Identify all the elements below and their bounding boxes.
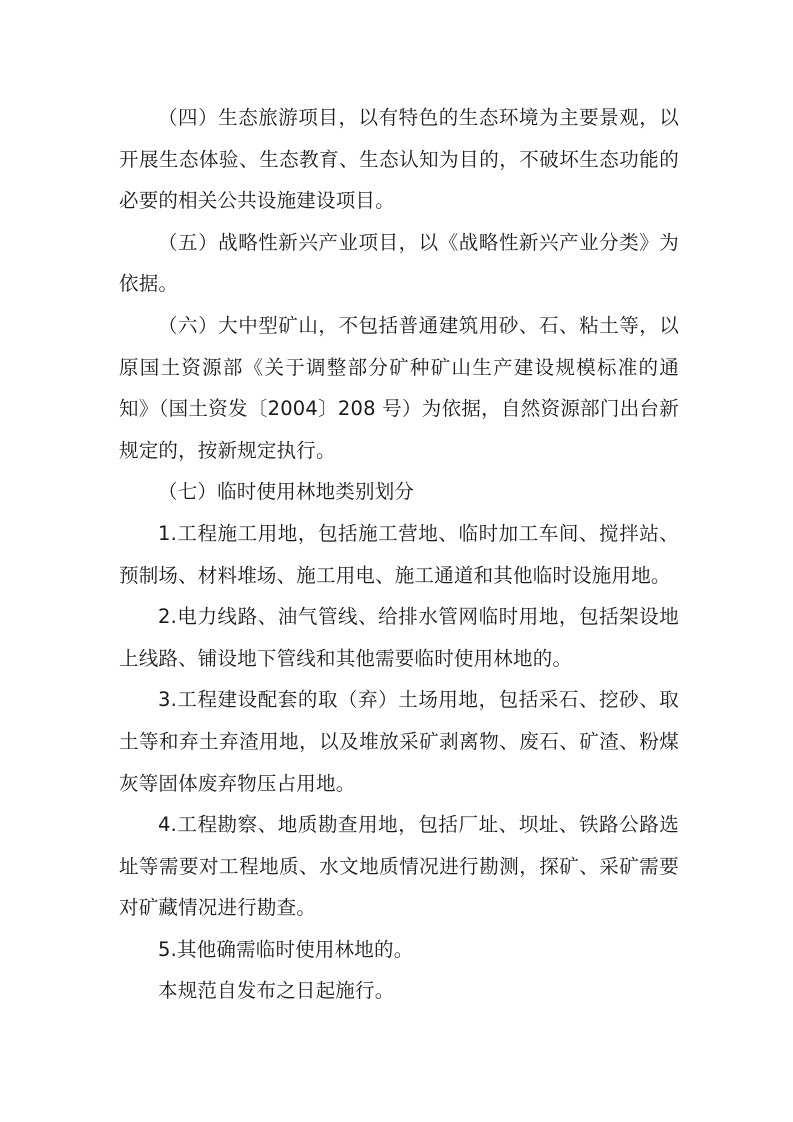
paragraph-mining: （六）大中型矿山，不包括普通建筑用砂、石、粘土等，以原国土资源部《关于调整部分矿种矿山生产建设规模标准的通知》（国土资发〔2004〕208 号）为依据，自然资源部门出台新规定的，按新规定执行。 (119, 313, 679, 462)
paragraph-temporary-use-heading: （七）临时使用林地类别划分 (158, 480, 415, 504)
paragraph-item-4: 4.工程勘察、地质勘查用地，包括厂址、坝址、铁路公路选址等需要对工程地质、水文地质情况进行勘测，探矿、采矿需要对矿藏情况进行勘查。 (119, 813, 679, 920)
paragraph-item-2: 2.电力线路、油气管线、给排水管网临时用地，包括架设地上线路、铺设地下管线和其他需要临时使用林地的。 (119, 605, 679, 670)
paragraph-ecotourism: （四）生态旅游项目，以有特色的生态环境为主要景观，以开展生态体验、生态教育、生态认知为目的，不破坏生态功能的必要的相关公共设施建设项目。 (119, 106, 679, 213)
paragraph-item-1: 1.工程施工用地，包括施工营地、临时加工车间、搅拌站、预制场、材料堆场、施工用电、施工通道和其他临时设施用地。 (119, 521, 679, 587)
paragraph-item-3: 3.工程建设配套的取（弃）土场用地，包括采石、挖砂、取土等和弃土弃渣用地，以及堆放采矿剥离物、废石、矿渣、粉煤灰等固体废弃物压占用地。 (119, 688, 679, 795)
paragraph-strategic-industry: （五）战略性新兴产业项目，以《战略性新兴产业分类》为依据。 (119, 230, 679, 296)
document-body (119, 97, 679, 1012)
paragraph-item-5: 5.其他确需临时使用林地的。 (158, 937, 414, 961)
paragraph-effective-date: 本规范自发布之日起施行。 (158, 979, 395, 1003)
